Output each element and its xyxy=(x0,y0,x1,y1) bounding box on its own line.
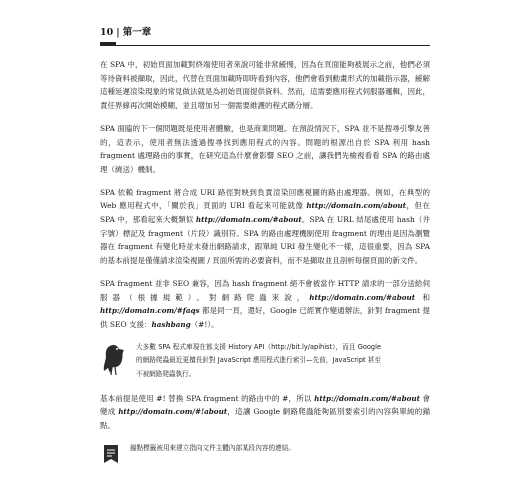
url-hash-faqs: http://domain.com/#faqs xyxy=(100,306,200,316)
chapter-title: 第一章 xyxy=(122,27,152,38)
text-run: 。SPA 在 URL 結尾處使用 hash（井字號）標記及 fragment（片段）識別符。SPA 的路由處理機制使用 fragment 的理由是因為瀏覽器在 fragment 有變化時並未發出網路請求，跟單純 URI 發生變化不一樣，這很重要，因為 SPA 的基本前提是僅僅請求渲染視圖 / 頁面所需的必要資料，而不是擷取並且剖析每個頁面的新文件。 xyxy=(100,215,430,266)
text-run: 和 xyxy=(415,292,430,302)
body-text xyxy=(100,58,430,478)
paragraph-1: 在 SPA 中，初始頁面加載對終端使用者來說可能非常緩慢，因為在頁面能夠被展示之前，他們必須等待資料被擷取，因此，代替在頁面加載時即時看到內容，他們會看到動畫形式的加載指示器，緩解這種延遲渲染現象的常見做法就是為初始頁面提供資料。然而，這需要應用程式伺服器邏輯，因此，責任界線再次開始模糊，並且增加另一個需要維護的程式碼分層。 xyxy=(100,60,430,111)
url-about: http://domain.com/about xyxy=(306,201,407,211)
text-run: SPA fragment 並非 SEO 兼容，因為 hash fragment 絕不會被當作 HTTP 請求的一部分送給伺服器（根據規範）。對網路爬蟲來說， xyxy=(100,278,430,302)
header-rule xyxy=(100,45,430,47)
note-text: 錨點標籤被用來建立指向文件主體內部某段內容的連結。 xyxy=(130,443,295,452)
url-hash-about: http://domain.com/#about xyxy=(314,393,420,403)
text-run: （#!）。 xyxy=(190,319,219,329)
tip-text: 大多數 SPA 程式庫現在都支援 History API（http://bit.ly/apihist），而且 Google 的網路爬蟲最近更擅長針對 JavaScript 應用程式進行索引—先前，JavaScript 甚至不被網路爬蟲執行。 xyxy=(136,342,381,379)
url-hash-about: http://domain.com/#about xyxy=(309,292,416,302)
page-number: 10 xyxy=(100,27,114,38)
text-run: 都是同一頁，還好，Google 已經實作變通辦法，針對 fragment 提供 SEO 支援： xyxy=(100,306,430,329)
url-hashbang-about: http://domain.com/#!about xyxy=(118,407,228,417)
header-separator: | xyxy=(116,27,120,38)
tip-box xyxy=(100,341,430,382)
term-hashbang: hashbang xyxy=(151,319,191,329)
text-run: ，但在 SPA 中，那看起來大概類似 xyxy=(100,201,430,225)
raven-icon xyxy=(100,341,128,377)
note-box xyxy=(100,442,430,468)
paragraph-5 xyxy=(100,392,430,433)
paragraph-4 xyxy=(100,277,430,332)
running-header xyxy=(100,24,430,42)
paragraph-3 xyxy=(100,186,430,268)
crow-icon xyxy=(100,442,122,468)
text-run: 會變成 xyxy=(100,393,430,417)
url-hash-about: http://domain.com/#about xyxy=(195,215,302,225)
text-run: ，這讓 Google 網路爬蟲能夠區別要索引的內容與單純的錨點。 xyxy=(100,407,430,431)
text-run: 基本前提是使用 #! 替換 SPA fragment 的路由中的 #，所以 xyxy=(100,393,315,403)
paragraph-2: SPA 面臨的下一個問題既是使用者體驗，也是商業問題。在預設情況下，SPA 並不是搜尋引擎友善的，這表示，使用者無法透過搜尋找到應用程式的內容。問題的根源出自於 SPA 利用 hash fragment 處理路由的事實，在研究這為什麼會影響 SEO 之前，讓我們先檢視看看 SPA 的路由處理（繞送）機制。 xyxy=(100,123,430,174)
text-run: SPA 依賴 fragment 將合成 URI 路徑對映到負責渲染回應視圖的路由處理器。例如，在典型的 Web 應用程式中，「關於我」頁面的 URI 看起來可能就像 xyxy=(100,187,430,211)
